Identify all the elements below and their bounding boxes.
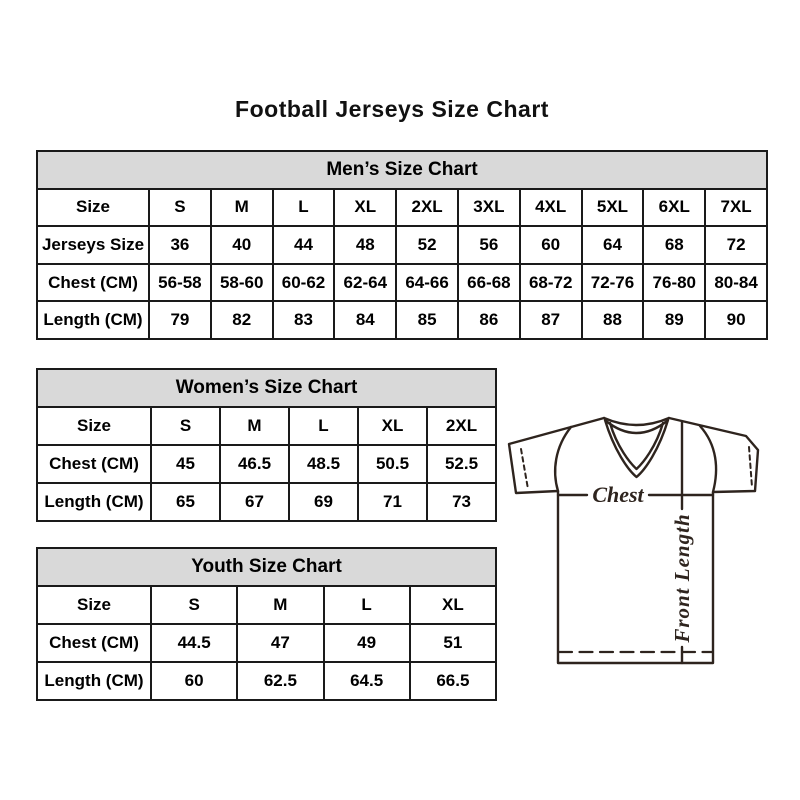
row-label-cell: Length (CM) bbox=[37, 483, 151, 521]
value-cell: 68-72 bbox=[520, 264, 582, 302]
value-cell: 73 bbox=[427, 483, 496, 521]
value-cell: 76-80 bbox=[643, 264, 705, 302]
value-cell: M bbox=[237, 586, 323, 624]
value-cell: 51 bbox=[410, 624, 496, 662]
value-cell: M bbox=[211, 189, 273, 227]
value-cell: 44 bbox=[273, 226, 335, 264]
table-title-row bbox=[37, 548, 496, 586]
table-row bbox=[37, 445, 496, 483]
value-cell: 88 bbox=[582, 301, 644, 339]
value-cell: 69 bbox=[289, 483, 358, 521]
value-cell: 52 bbox=[396, 226, 458, 264]
value-cell: 49 bbox=[324, 624, 410, 662]
value-cell: 58-60 bbox=[211, 264, 273, 302]
value-cell: 52.5 bbox=[427, 445, 496, 483]
row-label-cell: Length (CM) bbox=[37, 662, 151, 700]
jersey-cuff-dash-right bbox=[749, 447, 752, 487]
value-cell: 79 bbox=[149, 301, 211, 339]
value-cell: 87 bbox=[520, 301, 582, 339]
table-title-row bbox=[37, 151, 767, 189]
table-row bbox=[37, 226, 767, 264]
value-cell: S bbox=[151, 586, 237, 624]
value-cell: 40 bbox=[211, 226, 273, 264]
value-cell: 64.5 bbox=[324, 662, 410, 700]
value-cell: L bbox=[289, 407, 358, 445]
value-cell: S bbox=[151, 407, 220, 445]
value-cell: 71 bbox=[358, 483, 427, 521]
value-cell: L bbox=[273, 189, 335, 227]
value-cell: XL bbox=[410, 586, 496, 624]
table-row bbox=[37, 407, 496, 445]
value-cell: 80-84 bbox=[705, 264, 767, 302]
value-cell: S bbox=[149, 189, 211, 227]
value-cell: 68 bbox=[643, 226, 705, 264]
table-row bbox=[37, 189, 767, 227]
value-cell: 7XL bbox=[705, 189, 767, 227]
front-length-label: Front Length bbox=[670, 513, 694, 643]
table-title: Men’s Size Chart bbox=[37, 151, 767, 189]
table-title: Youth Size Chart bbox=[37, 548, 496, 586]
value-cell: 56-58 bbox=[149, 264, 211, 302]
value-cell: 90 bbox=[705, 301, 767, 339]
row-label-cell: Size bbox=[37, 407, 151, 445]
value-cell: 65 bbox=[151, 483, 220, 521]
value-cell: 86 bbox=[458, 301, 520, 339]
value-cell: 85 bbox=[396, 301, 458, 339]
value-cell: 66-68 bbox=[458, 264, 520, 302]
row-label-cell: Chest (CM) bbox=[37, 445, 151, 483]
jersey-collar-back-outer bbox=[604, 418, 669, 425]
jersey-body-outline bbox=[509, 418, 758, 663]
value-cell: 89 bbox=[643, 301, 705, 339]
table-row bbox=[37, 662, 496, 700]
table-title: Women’s Size Chart bbox=[37, 369, 496, 407]
value-cell: 36 bbox=[149, 226, 211, 264]
value-cell: 44.5 bbox=[151, 624, 237, 662]
table-row bbox=[37, 483, 496, 521]
row-label-cell: Length (CM) bbox=[37, 301, 149, 339]
mens-size-table bbox=[36, 150, 768, 340]
value-cell: XL bbox=[334, 189, 396, 227]
value-cell: L bbox=[324, 586, 410, 624]
row-label-cell: Jerseys Size bbox=[37, 226, 149, 264]
value-cell: 67 bbox=[220, 483, 289, 521]
value-cell: 3XL bbox=[458, 189, 520, 227]
table-row bbox=[37, 586, 496, 624]
table-title-row bbox=[37, 369, 496, 407]
row-label-cell: Size bbox=[37, 586, 151, 624]
youth-size-table bbox=[36, 547, 497, 701]
value-cell: 72-76 bbox=[582, 264, 644, 302]
value-cell: M bbox=[220, 407, 289, 445]
table-row bbox=[37, 301, 767, 339]
value-cell: 84 bbox=[334, 301, 396, 339]
table-row bbox=[37, 264, 767, 302]
value-cell: 64-66 bbox=[396, 264, 458, 302]
value-cell: 48 bbox=[334, 226, 396, 264]
value-cell: 46.5 bbox=[220, 445, 289, 483]
value-cell: 62-64 bbox=[334, 264, 396, 302]
value-cell: XL bbox=[358, 407, 427, 445]
value-cell: 50.5 bbox=[358, 445, 427, 483]
value-cell: 47 bbox=[237, 624, 323, 662]
value-cell: 2XL bbox=[427, 407, 496, 445]
table-row bbox=[37, 624, 496, 662]
value-cell: 4XL bbox=[520, 189, 582, 227]
value-cell: 56 bbox=[458, 226, 520, 264]
value-cell: 72 bbox=[705, 226, 767, 264]
value-cell: 60 bbox=[151, 662, 237, 700]
jersey-measurement-diagram bbox=[503, 403, 779, 669]
value-cell: 2XL bbox=[396, 189, 458, 227]
value-cell: 64 bbox=[582, 226, 644, 264]
jersey-armhole-right bbox=[700, 426, 716, 492]
page-title: Football Jerseys Size Chart bbox=[235, 96, 549, 122]
value-cell: 60-62 bbox=[273, 264, 335, 302]
value-cell: 48.5 bbox=[289, 445, 358, 483]
chest-label: Chest bbox=[592, 482, 644, 507]
value-cell: 82 bbox=[211, 301, 273, 339]
row-label-cell: Chest (CM) bbox=[37, 624, 151, 662]
value-cell: 60 bbox=[520, 226, 582, 264]
jersey-cuff-dash-left bbox=[521, 449, 528, 489]
womens-size-table bbox=[36, 368, 497, 522]
value-cell: 5XL bbox=[582, 189, 644, 227]
row-label-cell: Chest (CM) bbox=[37, 264, 149, 302]
value-cell: 83 bbox=[273, 301, 335, 339]
value-cell: 45 bbox=[151, 445, 220, 483]
jersey-armhole-left bbox=[555, 427, 571, 491]
value-cell: 6XL bbox=[643, 189, 705, 227]
value-cell: 62.5 bbox=[237, 662, 323, 700]
row-label-cell: Size bbox=[37, 189, 149, 227]
value-cell: 66.5 bbox=[410, 662, 496, 700]
